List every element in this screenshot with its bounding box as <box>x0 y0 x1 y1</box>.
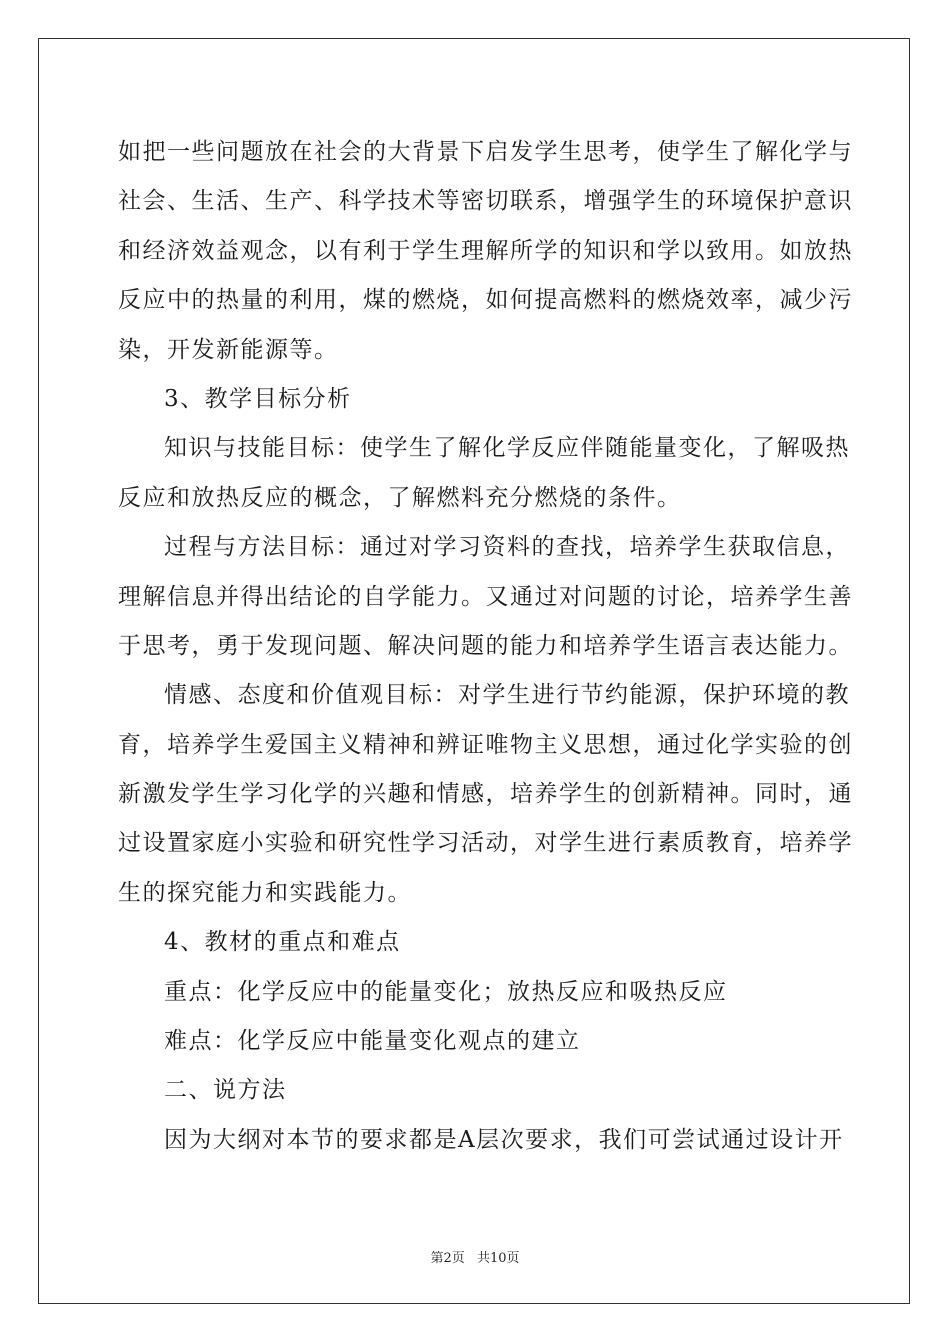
paragraph-line: 于思考，勇于发现问题、解决问题的能力和培养学生语言表达能力。 <box>118 632 853 659</box>
section-heading: 3、教学目标分析 <box>164 385 352 412</box>
paragraph-line: 知识与技能目标：使学生了解化学反应伴随能量变化，了解吸热 <box>164 435 850 462</box>
paragraph-line: 过设置家庭小实验和研究性学习活动，对学生进行素质教育，培养学 <box>118 830 853 857</box>
paragraph-line: 如把一些问题放在社会的大背景下启发学生思考，使学生了解化学与 <box>118 139 853 165</box>
paragraph-line: 和经济效益观念，以有利于学生理解所学的知识和学以致用。如放热 <box>118 237 853 264</box>
paragraph-line: 育，培养学生爱国主义精神和辨证唯物主义思想，通过化学实验的创 <box>118 731 853 758</box>
paragraph-line: 反应和放热反应的概念，了解燃料充分燃烧的条件。 <box>118 484 682 511</box>
total-pages: 共10页 <box>476 1251 520 1266</box>
paragraph-line: 新激发学生学习化学的兴趣和情感，培养学生的创新精神。同时，通 <box>118 781 853 808</box>
section-heading: 4、教材的重点和难点 <box>164 929 401 956</box>
paragraph-line: 因为大纲对本节的要求都是A层次要求，我们可尝试通过设计开 <box>164 1126 844 1153</box>
paragraph-line: 过程与方法目标：通过对学习资料的查找，培养学生获取信息， <box>164 534 850 561</box>
paragraph-line: 重点：化学反应中的能量变化；放热反应和吸热反应 <box>164 978 728 1005</box>
paragraph-line: 生的探究能力和实践能力。 <box>118 879 412 906</box>
page-footer <box>0 1247 950 1266</box>
document-body <box>118 128 853 1165</box>
paragraph-line: 难点：化学反应中能量变化观点的建立 <box>164 1028 581 1055</box>
paragraph-line: 反应中的热量的利用，煤的燃烧，如何提高燃料的燃烧效率，减少污 <box>118 287 853 314</box>
paragraph-line: 染，开发新能源等。 <box>118 336 339 363</box>
paragraph-line: 理解信息并得出结论的自学能力。又通过对问题的讨论，培养学生善 <box>118 583 853 610</box>
paragraph-line: 情感、态度和价值观目标：对学生进行节约能源，保护环境的教 <box>164 682 850 709</box>
section-heading: 二、说方法 <box>164 1077 287 1104</box>
page-number: 第2页 <box>430 1251 465 1266</box>
paragraph-line: 社会、生活、生产、科学技术等密切联系，增强学生的环境保护意识 <box>118 188 853 215</box>
